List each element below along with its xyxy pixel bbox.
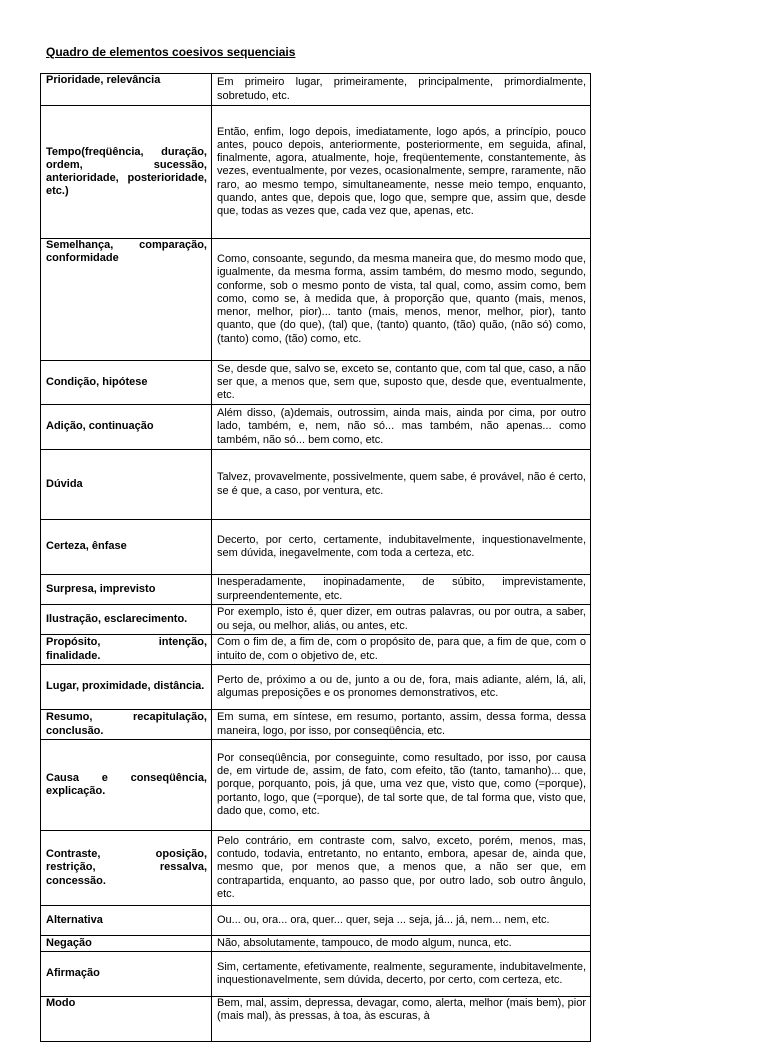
table-row — [41, 710, 591, 740]
expressions-cell: Perto de, próximo a ou de, junto a ou de, fora, mais adiante, além, lá, ali, algumas preposições e os pronomes demonstrativos, etc. — [212, 665, 591, 710]
category-cell: Resumo, recapitulação, conclusão. — [41, 710, 212, 740]
expressions-cell: Inesperadamente, inopinadamente, de súbito, imprevistamente, surpreendentemente, etc. — [212, 575, 591, 605]
table-row — [41, 450, 591, 520]
expressions-cell: Como, consoante, segundo, da mesma maneira que, do mesmo modo que, igualmente, da mesma forma, assim também, do mesmo modo, segundo, conforme, sob o mesmo ponto de vista, tal qual, como, assim como, bem como, como se, à medida que, à proporção que, quanto (mais, menos, menor, melhor, pior)... tanto (mais, menos, menor, melhor, pior), tanto quanto, que (do que), (tal) que, (tanto) quanto, (tão) quão, (não só) como, (tanto) como, (tão) como, etc. — [212, 239, 591, 361]
expressions-cell: Em primeiro lugar, primeiramente, principalmente, primordialmente, sobretudo, etc. — [212, 74, 591, 106]
table-row — [41, 520, 591, 575]
table-row — [41, 936, 591, 952]
category-cell: Causa e conseqüência, explicação. — [41, 740, 212, 831]
expressions-cell: Sim, certamente, efetivamente, realmente, seguramente, indubitavelmente, inquestionavelmente, sem dúvida, decerto, por certo, com certeza, etc. — [212, 952, 591, 997]
expressions-cell: Além disso, (a)demais, outrossim, ainda mais, ainda por cima, por outro lado, também, e, nem, não só... mas também, não apenas... como também, não só... bem como, etc. — [212, 405, 591, 450]
category-cell: Prioridade, relevância — [41, 74, 212, 106]
category-cell: Adição, continuação — [41, 405, 212, 450]
category-cell: Certeza, ênfase — [41, 520, 212, 575]
expressions-cell: Não, absolutamente, tampouco, de modo algum, nunca, etc. — [212, 936, 591, 952]
expressions-cell: Bem, mal, assim, depressa, devagar, como, alerta, melhor (mais bem), pior (mais mal), às pressas, à toa, às escuras, à — [212, 997, 591, 1042]
category-cell: Propósito, intenção, finalidade. — [41, 635, 212, 665]
category-cell: Condição, hipótese — [41, 361, 212, 405]
expressions-cell: Talvez, provavelmente, possivelmente, quem sabe, é provável, não é certo, se é que, a caso, por ventura, etc. — [212, 450, 591, 520]
category-cell: Ilustração, esclarecimento. — [41, 605, 212, 635]
cohesive-elements-table — [40, 73, 591, 1042]
category-cell: Contraste, oposição, restrição, ressalva, concessão. — [41, 831, 212, 906]
table-row — [41, 239, 591, 361]
table-row — [41, 575, 591, 605]
expressions-cell: Ou... ou, ora... ora, quer... quer, seja ... seja, já... já, nem... nem, etc. — [212, 906, 591, 936]
table-row — [41, 740, 591, 831]
category-cell: Semelhança, comparação, conformidade — [41, 239, 212, 361]
category-cell: Negação — [41, 936, 212, 952]
category-cell: Surpresa, imprevisto — [41, 575, 212, 605]
expressions-cell: Por exemplo, isto é, quer dizer, em outras palavras, ou por outra, a saber, ou seja, ou melhor, aliás, ou antes, etc. — [212, 605, 591, 635]
expressions-cell: Pelo contrário, em contraste com, salvo, exceto, porém, menos, mas, contudo, todavia, entretanto, no entanto, embora, apesar de, ainda que, mesmo que, por menos que, a menos que, a não ser que, em contrapartida, enquanto, ao passo que, por outro lado, sob outro ângulo, etc. — [212, 831, 591, 906]
category-cell: Afirmação — [41, 952, 212, 997]
category-cell: Tempo(freqüência, duração, ordem, sucessão, anterioridade, posterioridade, etc.) — [41, 106, 212, 239]
table-row — [41, 361, 591, 405]
table-row — [41, 997, 591, 1042]
table-row — [41, 405, 591, 450]
table-row — [41, 665, 591, 710]
category-cell: Alternativa — [41, 906, 212, 936]
expressions-cell: Então, enfim, logo depois, imediatamente, logo após, a princípio, pouco antes, pouco depois, anteriormente, posteriormente, em seguida, afinal, finalmente, agora, atualmente, hoje, freqüentemente, constantemente, às vezes, eventualmente, por vezes, ocasionalmente, sempre, raramente, não raro, ao mesmo tempo, simultaneamente, nesse meio tempo, enquanto, quando, antes que, depois que, logo que, sempre que, assim que, desde que, todas as vezes que, cada vez que, apenas, etc. — [212, 106, 591, 239]
category-cell: Dúvida — [41, 450, 212, 520]
table-row — [41, 635, 591, 665]
expressions-cell: Se, desde que, salvo se, exceto se, contanto que, com tal que, caso, a não ser que, a menos que, sem que, suposto que, desde que, eventualmente, etc. — [212, 361, 591, 405]
table-row — [41, 831, 591, 906]
page-title: Quadro de elementos coesivos sequenciais — [46, 45, 296, 59]
expressions-cell: Em suma, em síntese, em resumo, portanto, assim, dessa forma, dessa maneira, logo, por isso, por conseqüência, etc. — [212, 710, 591, 740]
expressions-cell: Por conseqüência, por conseguinte, como resultado, por isso, por causa de, em virtude de, assim, de fato, com efeito, tão (tanto, tamanho)... que, porque, porquanto, pois, já que, uma vez que, visto que, como (=porque), portanto, logo, que (=porque), de tal sorte que, de tal forma que, visto que, dado que, como, etc. — [212, 740, 591, 831]
category-cell: Lugar, proximidade, distância. — [41, 665, 212, 710]
expressions-cell: Decerto, por certo, certamente, indubitavelmente, inquestionavelmente, sem dúvida, inegavelmente, com toda a certeza, etc. — [212, 520, 591, 575]
table-row — [41, 906, 591, 936]
table-row — [41, 605, 591, 635]
table-row — [41, 952, 591, 997]
table-row — [41, 106, 591, 239]
category-cell: Modo — [41, 997, 212, 1042]
expressions-cell: Com o fim de, a fim de, com o propósito de, para que, a fim de que, com o intuito de, com o objetivo de, etc. — [212, 635, 591, 665]
table-row — [41, 74, 591, 106]
